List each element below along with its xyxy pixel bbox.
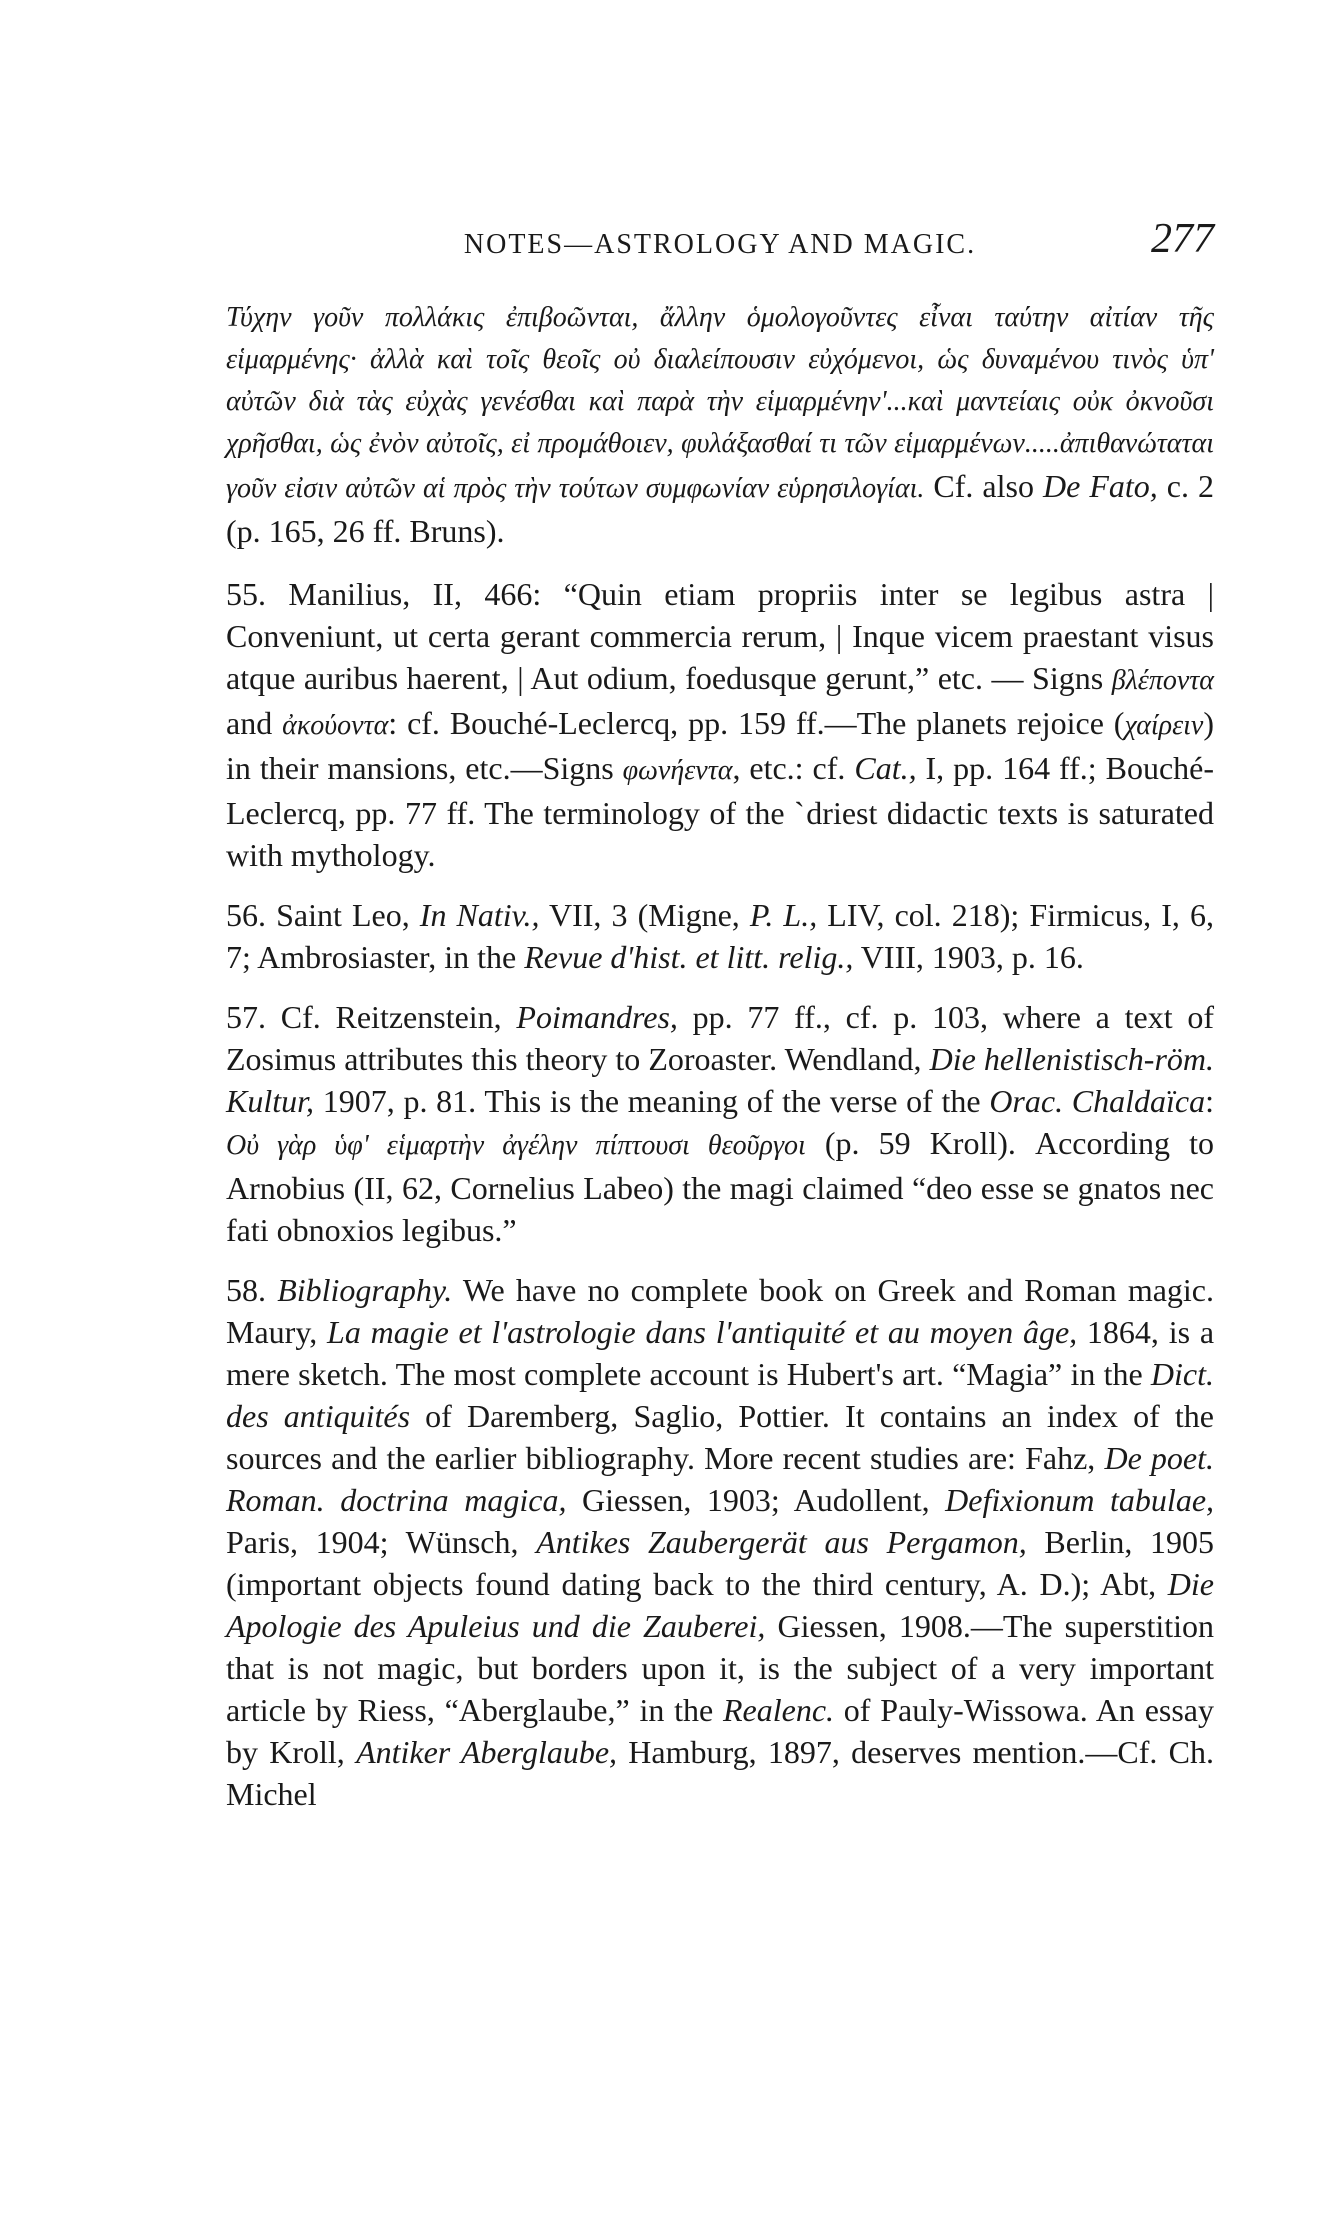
note-57-text-b: pp. 77 ff., cf. p. 103, where a text of Zosimus attributes this theory to Zoroaster. Wendland,: [226, 999, 1214, 1077]
note-55-text-d: ) in their mansions, etc.—Signs: [226, 705, 1215, 786]
note-57-work-1: Poimandres,: [516, 999, 678, 1035]
running-title: NOTES—ASTROLOGY AND MAGIC.: [463, 229, 977, 260]
note-57-text-d: :: [1205, 1083, 1215, 1119]
note-58-text-i: of Pauly-Wissowa. An essay by Kroll,: [226, 1692, 1215, 1770]
note-55-text-c: : cf. Bouché-Leclercq, pp. 159 ff.—The planets rejoice (: [388, 705, 1125, 741]
note-57-work-3: Orac. Chaldaïca: [989, 1083, 1206, 1119]
note-57: [226, 996, 1214, 1251]
note-56: [226, 894, 1214, 978]
note-58-text-a: 58.: [226, 1272, 278, 1308]
running-head: [226, 215, 1214, 275]
cf-reference: c. 2 (p. 165, 26 ff. Bruns).: [226, 468, 1215, 549]
note-58-work-1: La magie et l'astrologie dans l'antiquité et au moyen âge,: [327, 1314, 1078, 1350]
note-58-text-c: 1864, is a mere sketch. The most complete account is Hubert's art. “Magia” in the: [226, 1314, 1215, 1392]
note-58-text-f: Paris, 1904; Wünsch,: [226, 1524, 537, 1560]
cf-work-title: De Fato,: [1042, 468, 1158, 504]
note-57-work-2: Die hellenistisch-röm. Kultur,: [226, 1041, 1215, 1119]
note-55-text-e: , etc.: cf.: [732, 750, 855, 786]
note-58-work-7: Realenc.: [722, 1692, 835, 1728]
note-58-work-2: Dict. des antiquités: [226, 1356, 1214, 1434]
note-58-text-g: Berlin, 1905 (important objects found dating back to the third century, A. D.); Abt,: [226, 1524, 1215, 1602]
note-55-greek-4: φωνήεντα: [622, 755, 733, 786]
note-55: [226, 573, 1214, 876]
note-58-work-4: Defixionum tabulae,: [945, 1482, 1215, 1518]
note-58-text-b: We have no complete book on Greek and Roman magic. Maury,: [226, 1272, 1215, 1350]
note-56-text-d: VIII, 1903, p. 16.: [853, 939, 1084, 975]
note-55-text-b: and: [226, 705, 283, 741]
cf-text: Cf. also: [924, 468, 1043, 504]
note-55-text-f: I, pp. 164 ff.; Bouché-Leclercq, pp. 77 ff. The terminology of the ˋdriest didactic texts is saturated with mythology.: [226, 750, 1215, 873]
note-58: [226, 1269, 1214, 1815]
note-57-greek: Οὐ γὰρ ὑφ' εἱμαρτὴν ἀγέλην πίπτουσι θεοῦργοι: [226, 1130, 806, 1161]
note-58-text-e: Giessen, 1903; Audollent,: [566, 1482, 946, 1518]
note-56-text-b: VII, 3 (Migne,: [539, 897, 750, 933]
note-55-text-a: 55. Manilius, II, 466: “Quin etiam propriis inter se legibus astra | Conveniunt, ut certa gerant commercia rerum, | Inque vicem praestant visus atque auribus haerent, | Aut odium, foedusque gerunt,” etc. — Signs: [226, 576, 1214, 696]
note-55-greek-1: βλέποντα: [1111, 665, 1214, 696]
note-55-greek-3: χαίρειν: [1124, 710, 1204, 741]
note-58-text-d: of Daremberg, Saglio, Pottier. It contains an index of the sources and the earlier bibliography. More recent studies are: Fahz,: [226, 1398, 1214, 1476]
note-55-cat: Cat.,: [854, 750, 917, 786]
note-58-work-6: Die Apologie des Apuleius und die Zauberei,: [226, 1566, 1214, 1644]
note-58-text-h: Giessen, 1908.—The superstition that is not magic, but borders upon it, is the subject of a very important article by Riess, “Aberglaube,” in the: [226, 1608, 1215, 1728]
note-58-work-5: Antikes Zaubergerät aus Pergamon,: [536, 1524, 1027, 1560]
note-58-work-3: De poet. Roman. doctrina magica,: [226, 1440, 1215, 1518]
greek-text: Τύχην γοῦν πολλάκις ἐπιβοῶνται, ἄλλην ὁμολογοῦντες εἶναι ταύτην αἰτίαν τῆς εἱμαρμένης· ἀλλὰ καὶ τοῖς θεοῖς οὐ διαλείπουσιν εὐχόμενοι, ὡς δυναμένου τινὸς ὑπ' αὐτῶν διὰ τὰς εὐχὰς γενέσθαι καὶ παρὰ τὴν εἱμαρμένην'...καὶ μαντείαις οὐκ ὀκνοῦσι χρῆσθαι, ὡς ἐνὸν αὐτοῖς, εἰ προμάθοιεν, φυλάξασθαί τι τῶν εἱμαρμένων.....ἀπιθανώταται γοῦν εἰσιν αὐτῶν αἱ πρὸς τὴν τούτων συμφωνίαν εὑρησιλογίαι.: [226, 302, 1214, 504]
note-56-text-a: 56. Saint Leo,: [226, 897, 420, 933]
note-58-heading: Bibliography.: [277, 1272, 453, 1308]
page-number: 277: [1151, 216, 1214, 262]
note-56-work-1: In Nativ.,: [419, 897, 540, 933]
note-57-text-e: (p. 59 Kroll). According to Arnobius (II, 62, Cornelius Labeo) the magi claimed “deo esse se gnatos nec fati obnoxios legibus.”: [226, 1125, 1215, 1248]
note-58-text-j: Hamburg, 1897, deserves mention.—Cf. Ch. Michel: [226, 1734, 1215, 1812]
note-56-work-2: P. L.,: [749, 897, 818, 933]
greek-quotation: [226, 297, 1214, 555]
note-56-work-3: Revue d'hist. et litt. relig.,: [524, 939, 854, 975]
note-58-work-8: Antiker Aberglaube,: [356, 1734, 618, 1770]
note-56-text-c: LIV, col. 218); Firmicus, I, 6, 7; Ambrosiaster, in the: [226, 897, 1215, 975]
note-57-text-c: 1907, p. 81. This is the meaning of the verse of the: [314, 1083, 990, 1119]
book-page: [226, 215, 1214, 1833]
note-57-text-a: 57. Cf. Reitzenstein,: [226, 999, 517, 1035]
note-55-greek-2: ἀκούοντα: [282, 710, 389, 741]
